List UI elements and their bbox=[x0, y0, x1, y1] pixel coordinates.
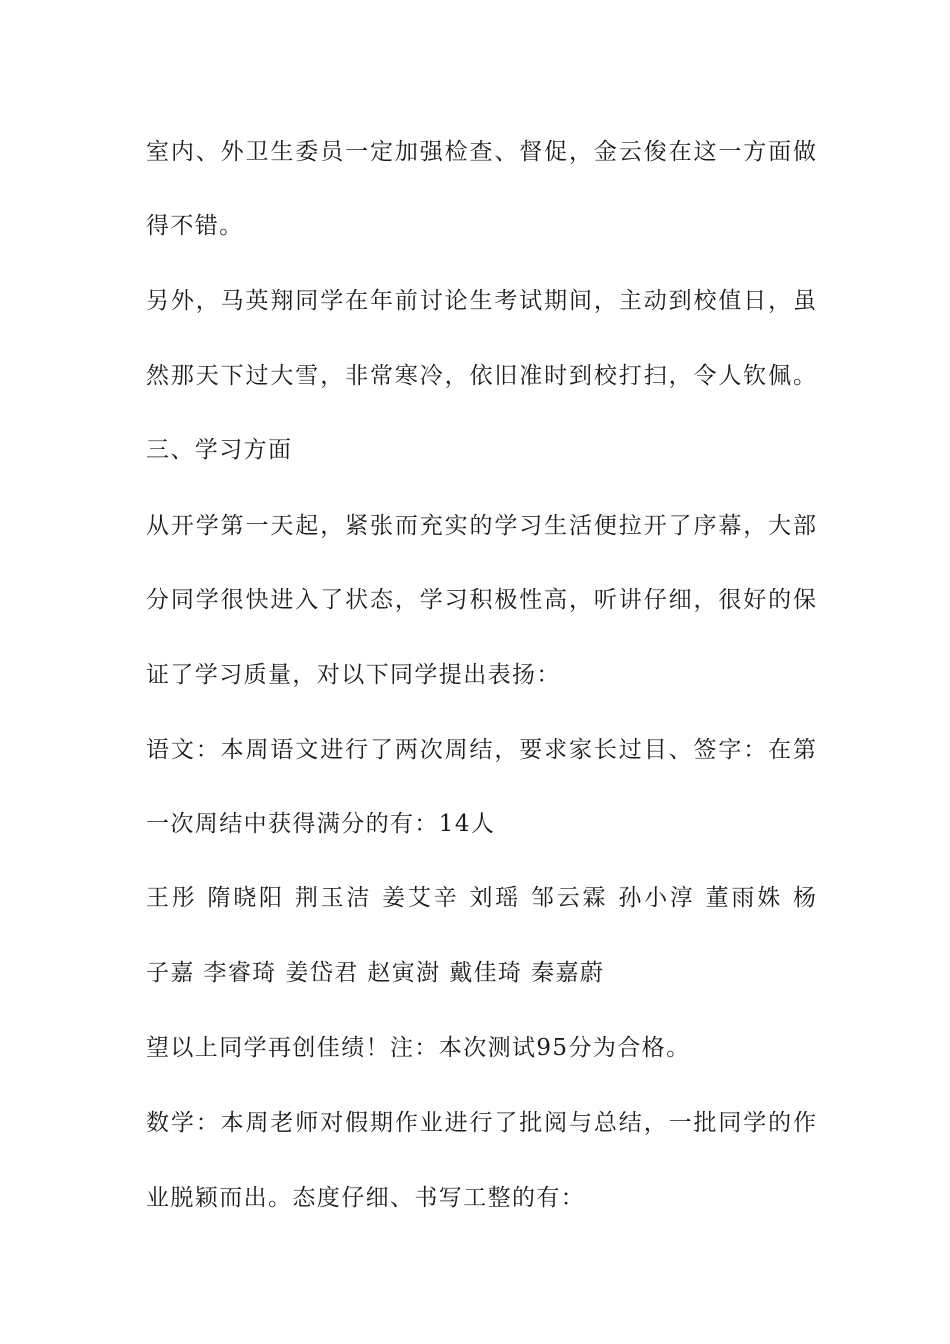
paragraph-line: 然那天下过大雪，非常寒冷，依旧准时到校打扫，令人钦佩。 bbox=[146, 363, 816, 389]
paragraph-line: 业脱颖而出。态度仔细、书写工整的有： bbox=[146, 1185, 586, 1211]
paragraph-line: 从开学第一天起，紧张而充实的学习生活便拉开了序幕，大部 bbox=[146, 513, 816, 539]
paragraph-line: 室内、外卫生委员一定加强检查、督促，金云俊在这一方面做 bbox=[146, 139, 816, 165]
paragraph-line: 得不错。 bbox=[146, 213, 244, 239]
paragraph-line: 一次周结中获得满分的有：14人 bbox=[146, 811, 496, 837]
paragraph-line: 另外，马英翔同学在年前讨论生考试期间，主动到校值日，虽 bbox=[146, 288, 816, 314]
paragraph-line: 数学：本周老师对假期作业进行了批阅与总结，一批同学的作 bbox=[146, 1110, 816, 1136]
paragraph-line: 分同学很快进入了状态，学习积极性高，听讲仔细，很好的保 bbox=[146, 587, 816, 613]
paragraph-line: 语文：本周语文进行了两次周结，要求家长过目、签字：在第 bbox=[146, 737, 816, 763]
name-list-line: 王彤 隋晓阳 荆玉洁 姜艾辛 刘瑶 邹云霖 孙小淳 董雨姝 杨 bbox=[146, 885, 816, 911]
section-heading: 三、学习方面 bbox=[146, 437, 293, 463]
paragraph-line: 证了学习质量，对以下同学提出表扬： bbox=[146, 662, 561, 688]
name-list-line: 子嘉 李睿琦 姜岱君 赵寅澍 戴佳琦 秦嘉蔚 bbox=[146, 960, 605, 986]
paragraph-line: 望以上同学再创佳绩！注：本次测试95分为合格。 bbox=[146, 1035, 691, 1061]
